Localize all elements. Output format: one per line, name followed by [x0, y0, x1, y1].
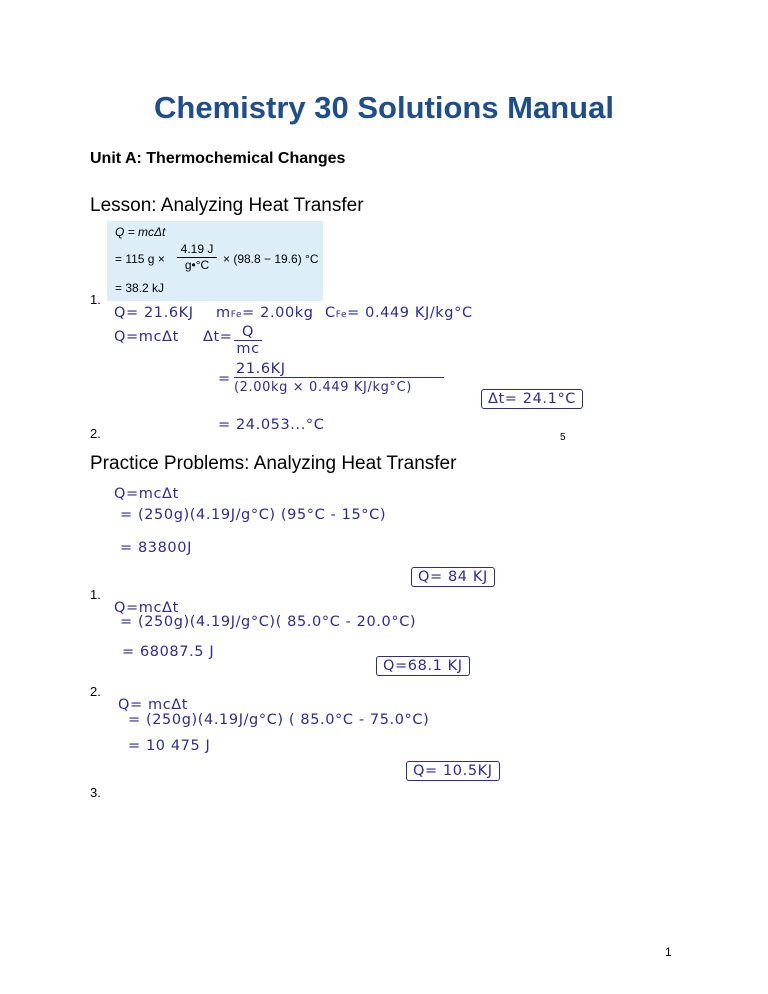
side-note: 5 [560, 432, 566, 443]
p3-line-1: Q= mcΔt [118, 697, 189, 713]
p1-line-1: Q=mcΔt [114, 486, 179, 502]
rearranged-denominator: mc [236, 341, 260, 357]
given-mass-value: = 2.00kg [242, 305, 314, 321]
substitution-numerator: 21.6KJ [234, 361, 444, 378]
p2-answer-box: Q=68.1 KJ [376, 656, 470, 676]
p2-line-3: = 68087.5 J [122, 644, 215, 660]
fraction-denominator: g•°C [184, 258, 210, 272]
textbook-work-box [107, 221, 323, 301]
p3-line-3: = 10 475 J [128, 738, 211, 754]
p1-line-2: = (250g)(4.19J/g°C) (95°C - 15°C) [120, 507, 387, 523]
lesson-heading: Lesson: Analyzing Heat Transfer [90, 195, 364, 216]
given-c-value: = 0.449 KJ/kg°C [347, 305, 473, 321]
page-number: 1 [665, 945, 672, 959]
p3-line-2: = (250g)(4.19J/g°C) ( 85.0°C - 75.0°C) [128, 712, 430, 728]
p3-answer-box: Q= 10.5KJ [406, 761, 500, 781]
substitution-denominator: (2.00kg × 0.449 KJ/kg°C) [234, 380, 412, 395]
given-c-symbol: C [325, 305, 336, 321]
p2-line-1: Q=mcΔt [114, 600, 179, 616]
p1-answer-box: Q= 84 KJ [411, 567, 495, 587]
work-line-2-left: = 115 g × [115, 252, 165, 266]
substitution-fraction [234, 361, 444, 395]
p3-number: 3. [90, 785, 101, 800]
lesson-item-1-number: 1. [90, 292, 101, 307]
work-line-2-right: × (98.8 − 19.6) °C [223, 252, 319, 266]
answer-box: Δt= 24.1°C [481, 389, 583, 409]
given-heat-capacity [325, 305, 473, 321]
work-line-1: Q = mcΔt [115, 225, 166, 239]
given-q: Q= 21.6KJ [114, 305, 194, 321]
unit-heading: Unit A: Thermochemical Changes [90, 150, 346, 167]
rearranged-numerator: Q [234, 324, 262, 341]
rearranged-fraction [234, 324, 262, 357]
p1-line-3: = 83800J [120, 540, 192, 556]
work-line-3: = 38.2 kJ [115, 281, 165, 295]
p1-number: 1. [90, 587, 101, 602]
practice-heading: Practice Problems: Analyzing Heat Transfer [90, 453, 457, 474]
given-mass [216, 305, 314, 321]
substitution-equals: = [218, 371, 231, 387]
work-fraction [177, 242, 217, 272]
formula: Q=mcΔt [114, 329, 179, 345]
document-title: Chemistry 30 Solutions Manual [154, 90, 614, 125]
fraction-numerator: 4.19 J [177, 242, 217, 258]
given-c-sub: Fe [335, 310, 348, 320]
lesson-item-2-number: 2. [90, 426, 101, 441]
rearranged-lhs: Δt= [203, 329, 233, 345]
given-mass-sub: Fe [230, 310, 243, 320]
result-line: = 24.053...°C [218, 417, 325, 433]
p2-number: 2. [90, 684, 101, 699]
given-mass-symbol: m [216, 305, 231, 321]
p2-line-2: = (250g)(4.19J/g°C)( 85.0°C - 20.0°C) [120, 614, 417, 630]
